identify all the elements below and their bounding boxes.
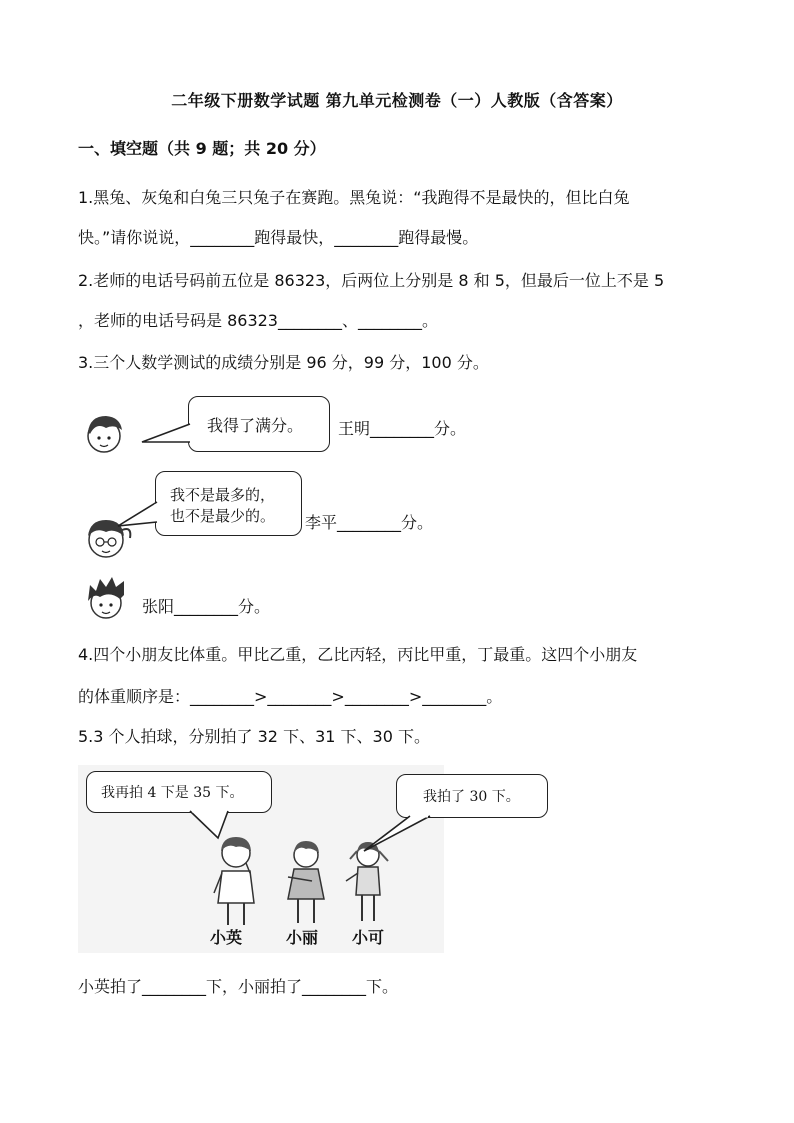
bubble-1-text: 我得了满分。 — [207, 416, 304, 435]
q5-figure — [78, 765, 444, 953]
boy-face-icon — [82, 408, 142, 468]
q3-line1: 3.三个人数学测试的成绩分别是 96 分，99 分，100 分。 — [78, 353, 489, 372]
speech-bubble-2 — [155, 471, 302, 536]
q5-bubble-right — [396, 774, 548, 818]
q5-answer: 小英拍了________下，小丽拍了________下。 — [78, 977, 399, 996]
girl-xiaoli-icon — [278, 837, 334, 933]
q4-line2: 的体重顺序是：________>________>________>________。 — [78, 687, 503, 706]
q2-line2: ，老师的电话号码是 86323________、________。 — [78, 311, 438, 330]
section-heading: 一、填空题（共 9 题；共 20 分） — [78, 139, 326, 158]
speech-bubble-1 — [188, 396, 330, 452]
q5-line1: 5.3 个人拍球，分别拍了 32 下、31 下、30 下。 — [78, 727, 430, 746]
q5-bubble-left — [86, 771, 272, 813]
page-title: 二年级下册数学试题 第九单元检测卷（一）人教版（含答案） — [171, 91, 623, 110]
q3-answer-zhangyang: 张阳________分。 — [142, 597, 271, 616]
kid-name-2: 小丽 — [286, 928, 319, 947]
q5-bubble-left-text: 我再拍 4 下是 35 下。 — [101, 785, 244, 801]
bubble-1-tail — [140, 420, 192, 450]
kid-name-3: 小可 — [352, 928, 385, 947]
q4-line1: 4.四个小朋友比体重。甲比乙重，乙比丙轻，丙比甲重，丁最重。这四个小朋友 — [78, 645, 638, 664]
q3-answer-liping: 李平________分。 — [305, 513, 434, 532]
girl-xiaoying-icon — [206, 833, 266, 933]
bubble-2-line2: 也不是最少的。 — [170, 507, 276, 525]
q5-bubble-right-text: 我拍了 30 下。 — [423, 789, 520, 805]
q1-line1: 1.黑兔、灰兔和白兔三只兔子在赛跑。黑兔说：“我跑得不是最快的，但比白兔 — [78, 188, 630, 207]
q3-answer-wangming: 王明________分。 — [338, 419, 467, 438]
bubble-2-line1: 我不是最多的， — [170, 486, 276, 504]
bubble-2-tail — [116, 500, 158, 530]
q2-line1: 2.老师的电话号码前五位是 86323，后两位上分别是 8 和 5，但最后一位上不是 5 — [78, 271, 665, 290]
kid-name-1: 小英 — [210, 928, 243, 947]
q5-bubble-right-tail — [360, 815, 440, 855]
q1-line2: 快。”请你说说，________跑得最快，________跑得最慢。 — [78, 228, 479, 247]
boy-spiky-face-icon — [80, 575, 136, 627]
